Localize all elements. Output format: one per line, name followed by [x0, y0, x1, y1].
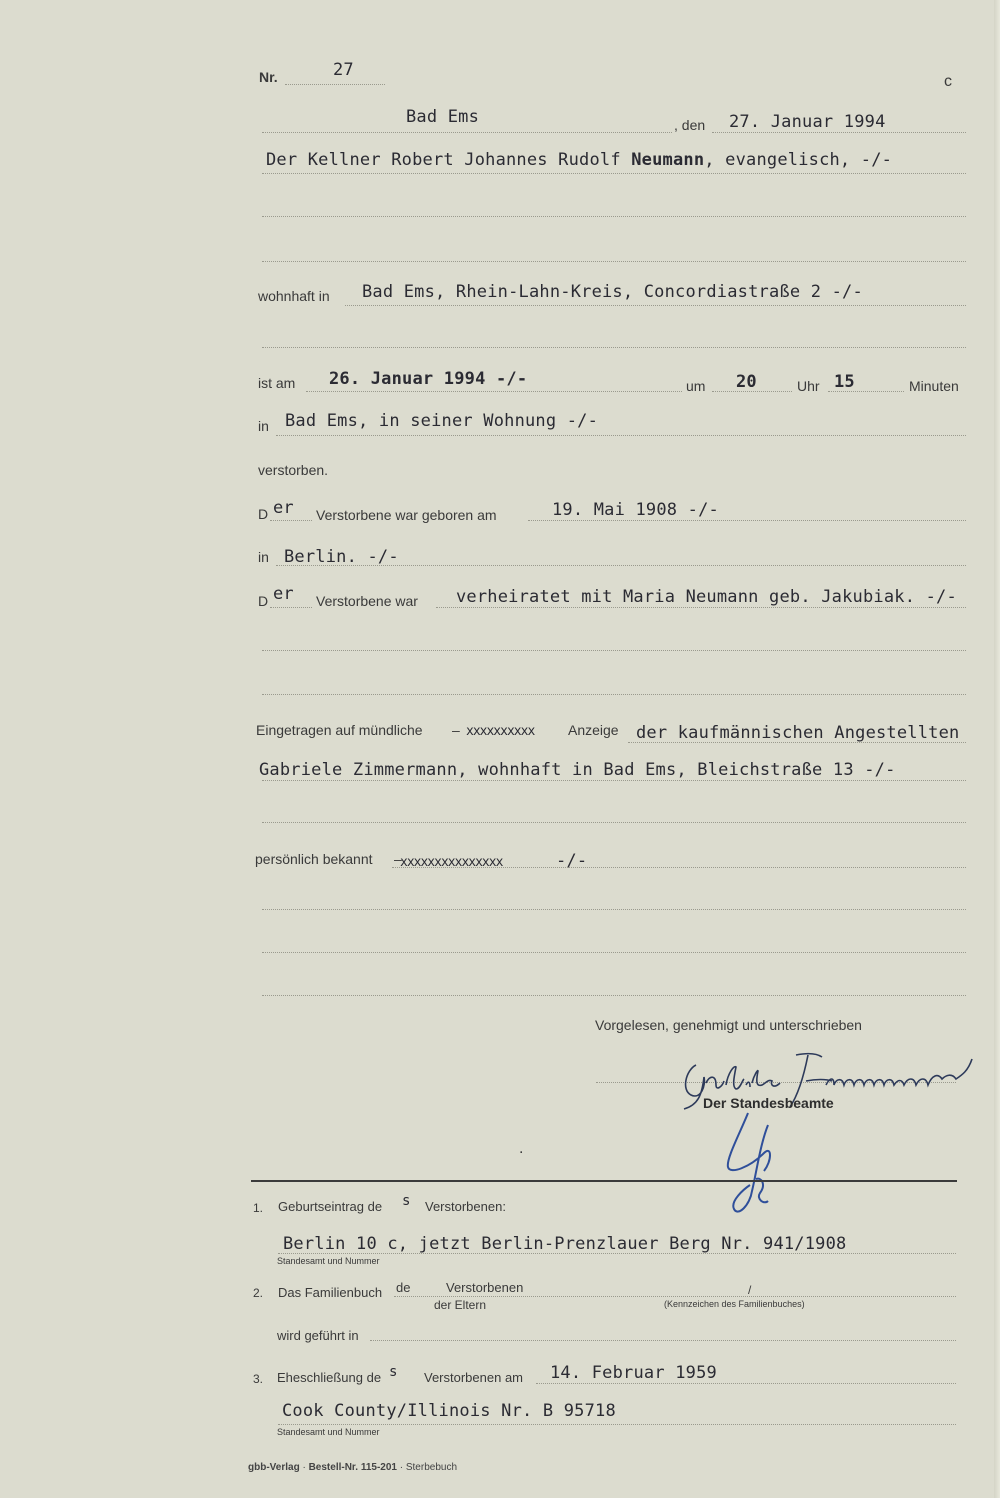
deceased-name-line: [266, 150, 892, 170]
ist-am-label: ist am: [258, 375, 296, 391]
registration-dash: –: [452, 722, 460, 738]
er-line-1: [270, 520, 312, 521]
informant-line-1-rule: [628, 742, 966, 743]
status: verheiratet mit Maria Neumann geb. Jakubiak. -/-: [456, 587, 957, 607]
registrar-signature: [720, 1105, 790, 1220]
registration-label-end: Anzeige: [568, 722, 619, 738]
note-1-label-a: Geburtseintrag de: [278, 1199, 383, 1214]
line-9: [262, 952, 966, 953]
note-3-label-b: Verstorbenen am: [424, 1370, 524, 1385]
in-label-2: in: [258, 549, 269, 565]
er-suffix-1: er: [273, 498, 294, 518]
hour-line: [712, 391, 792, 392]
note-3-number: 3.: [253, 1372, 264, 1386]
note-1-suffix: s: [402, 1193, 411, 1209]
note-2-wird: wird geführt in: [277, 1328, 359, 1343]
note-1-number: 1.: [253, 1201, 264, 1215]
line-6: [262, 694, 966, 695]
in-label: in: [258, 418, 269, 434]
page-edge: [994, 0, 1000, 1498]
note-2-eltern: der Eltern: [434, 1298, 487, 1312]
standesamt-label-2: Standesamt und Nummer: [277, 1427, 380, 1437]
note-2-label: Das Familienbuch: [278, 1285, 383, 1300]
informant-line-2-rule: [262, 780, 966, 781]
standesamt-label-1: Standesamt und Nummer: [277, 1256, 380, 1266]
minute: 15: [834, 372, 855, 392]
stray-dot: .: [519, 1140, 524, 1157]
note-3-date: 14. Februar 1959: [550, 1363, 717, 1383]
line-1: [262, 173, 966, 174]
known-line: [392, 867, 966, 868]
er-line-2: [270, 607, 312, 608]
known-end: -/-: [556, 851, 588, 871]
den-label: , den: [674, 117, 706, 133]
place: Bad Ems: [406, 107, 480, 127]
minute-line: [828, 391, 904, 392]
known-label: persönlich bekannt: [255, 851, 373, 867]
note-2-slash: /: [748, 1283, 752, 1297]
note-1-label-b: Verstorbenen:: [425, 1199, 506, 1214]
note-3-date-line: [536, 1383, 956, 1384]
note-3-line: [278, 1424, 956, 1425]
status-line: [436, 607, 966, 608]
note-1-value: Berlin 10 c, jetzt Berlin-Prenzlauer Berg Nr. 941/1908: [283, 1234, 847, 1254]
er-suffix-2: er: [273, 584, 294, 604]
corner-letter: c: [944, 73, 952, 90]
death-place: Bad Ems, in seiner Wohnung -/-: [285, 411, 599, 431]
d-prefix-1: D: [258, 506, 269, 522]
hour: 20: [736, 372, 757, 392]
deceased-prefix: Der Kellner Robert Johannes Rudolf: [266, 150, 621, 170]
footer-publisher: gbb-Verlag: [248, 1462, 300, 1473]
note-2-number: 2.: [253, 1286, 264, 1300]
note-2-de: de: [396, 1280, 411, 1295]
line-3: [262, 261, 966, 262]
footer: [248, 1462, 457, 1473]
birth-date: 19. Mai 1908 -/-: [552, 500, 719, 520]
deceased-suffix: , evangelisch, -/-: [704, 150, 893, 170]
registration-struck-word: xxxxxxxxxx: [466, 724, 535, 739]
verstorben-label: verstorben.: [258, 462, 329, 478]
address: Bad Ems, Rhein-Lahn-Kreis, Concordiastraße 2 -/-: [362, 282, 863, 302]
line-7: [262, 822, 966, 823]
status-label: Verstorbene war: [316, 593, 418, 609]
um-label: um: [686, 378, 706, 394]
read-approved-label: Vorgelesen, genehmigt und unterschrieben: [595, 1017, 862, 1033]
d-prefix-2: D: [258, 593, 269, 609]
footer-sep-2: ·: [399, 1462, 406, 1473]
death-date: 26. Januar 1994 -/-: [329, 369, 528, 389]
wohnhaft-label: wohnhaft in: [258, 288, 330, 304]
place-line: [262, 132, 672, 133]
birth-date-line: [528, 520, 966, 521]
divider-rule: [251, 1180, 957, 1182]
line-2: [262, 216, 966, 217]
known-dash: –: [394, 851, 402, 867]
date: 27. Januar 1994: [729, 112, 886, 132]
footer-book: Sterbebuch: [405, 1462, 458, 1473]
registration-label-start: Eingetragen auf mündliche: [256, 722, 423, 738]
informant-line-2: Gabriele Zimmermann, wohnhaft in Bad Ems, Bleichstraße 13 -/-: [259, 760, 896, 780]
deceased-surname: Neumann: [631, 150, 705, 170]
nr-line: [285, 84, 385, 85]
birth-place: Berlin. -/-: [284, 547, 399, 567]
registrar-label: Der Standesbeamte: [703, 1095, 834, 1111]
nr-value: 27: [333, 60, 354, 80]
address-line: [345, 305, 966, 306]
birth-place-line: [276, 565, 966, 566]
date-line: [712, 132, 966, 133]
death-date-line: [306, 391, 682, 392]
born-label: Verstorbene war geboren am: [316, 507, 497, 523]
note-3-suffix: s: [389, 1364, 398, 1380]
note-1-line: [278, 1253, 956, 1254]
uhr-label: Uhr: [797, 378, 820, 394]
note-2-wird-line: [370, 1340, 956, 1341]
death-place-line: [276, 435, 966, 436]
line-4: [262, 347, 966, 348]
known-struck: xxxxxxxxxxxxxxx: [400, 855, 503, 870]
line-8: [262, 909, 966, 910]
note-2-kennzeichen: (Kennzeichen des Familienbuches): [664, 1299, 805, 1309]
informant-line-1: der kaufmännischen Angestellten: [636, 723, 960, 743]
note-3-label-a: Eheschließung de: [277, 1370, 382, 1385]
footer-sep-1: ·: [302, 1462, 309, 1473]
line-10: [262, 995, 966, 996]
line-5: [262, 650, 966, 651]
nr-label: Nr.: [259, 69, 278, 85]
note-2-line: [394, 1296, 956, 1297]
note-2-verstorbenen: Verstorbenen: [446, 1280, 524, 1295]
minuten-label: Minuten: [909, 378, 959, 394]
footer-order: Bestell-Nr. 115-201: [308, 1462, 397, 1473]
note-3-value: Cook County/Illinois Nr. B 95718: [282, 1401, 616, 1421]
